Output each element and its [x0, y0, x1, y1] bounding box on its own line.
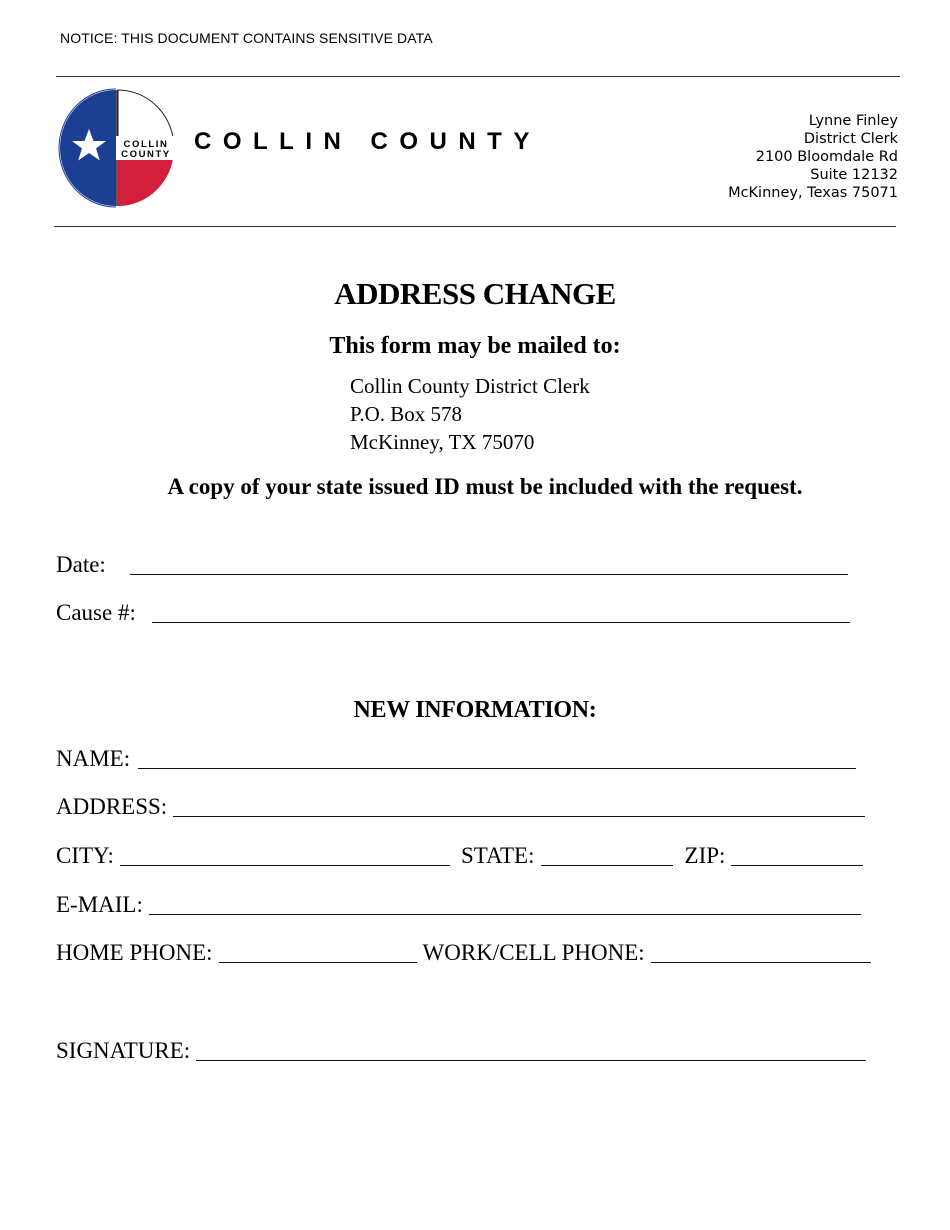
- header-bottom-divider: [54, 226, 896, 227]
- mailing-address-line: McKinney, TX 75070: [350, 430, 535, 454]
- mail-to-heading: This form may be mailed to:: [329, 333, 621, 359]
- address-field[interactable]: [173, 794, 865, 817]
- logo-text-county: COUNTY: [121, 149, 171, 160]
- city-state-zip-row: [56, 843, 863, 869]
- phone-row: [56, 940, 871, 966]
- form-title: ADDRESS CHANGE: [334, 276, 616, 311]
- clerk-address-line: District Clerk: [803, 131, 898, 147]
- zip-label: ZIP:: [684, 843, 726, 868]
- cause-number-field[interactable]: [152, 600, 850, 623]
- name-label: NAME:: [56, 746, 131, 771]
- city-field[interactable]: [120, 843, 450, 866]
- city-label: CITY:: [56, 843, 114, 868]
- signature-row: [56, 1038, 866, 1064]
- id-requirement-note: A copy of your state issued ID must be included with the request.: [167, 474, 803, 499]
- date-label: Date:: [56, 552, 106, 577]
- cause-row: [56, 600, 850, 626]
- signature-label: SIGNATURE:: [56, 1038, 191, 1063]
- email-row: [56, 892, 861, 918]
- work-cell-phone-label: WORK/CELL PHONE:: [422, 940, 645, 965]
- signature-field[interactable]: [196, 1038, 866, 1061]
- home-phone-label: HOME PHONE:: [56, 940, 213, 965]
- county-name-wordmark: COLLIN COUNTY: [194, 128, 541, 155]
- sensitive-data-notice: NOTICE: THIS DOCUMENT CONTAINS SENSITIVE DATA: [60, 30, 433, 46]
- state-field[interactable]: [541, 843, 673, 866]
- address-row: [56, 794, 865, 820]
- address-label: ADDRESS:: [56, 794, 168, 819]
- name-row: [56, 746, 856, 772]
- mailing-address-line: P.O. Box 578: [350, 402, 463, 426]
- clerk-address-line: McKinney, Texas 75071: [728, 185, 898, 201]
- work-cell-phone-field[interactable]: [651, 940, 871, 963]
- logo-text-collin: COLLIN: [123, 139, 169, 150]
- email-label: E-MAIL:: [56, 892, 143, 917]
- new-information-heading: NEW INFORMATION:: [353, 697, 597, 723]
- collin-county-seal-logo: [58, 88, 176, 208]
- clerk-address-line: 2100 Bloomdale Rd: [755, 149, 898, 165]
- state-label: STATE:: [460, 843, 535, 868]
- date-row: [56, 552, 848, 578]
- clerk-address-line: Lynne Finley: [808, 113, 898, 129]
- mailing-address-block: [350, 372, 590, 456]
- zip-field[interactable]: [731, 843, 863, 866]
- date-field[interactable]: [130, 552, 848, 575]
- home-phone-field[interactable]: [219, 940, 417, 963]
- name-field[interactable]: [138, 746, 856, 769]
- clerk-address-block: [728, 112, 898, 202]
- cause-number-label: Cause #:: [56, 600, 136, 625]
- email-field[interactable]: [149, 892, 861, 915]
- clerk-address-line: Suite 12132: [810, 167, 898, 183]
- header-top-divider: [56, 76, 900, 77]
- mailing-address-line: Collin County District Clerk: [350, 374, 590, 398]
